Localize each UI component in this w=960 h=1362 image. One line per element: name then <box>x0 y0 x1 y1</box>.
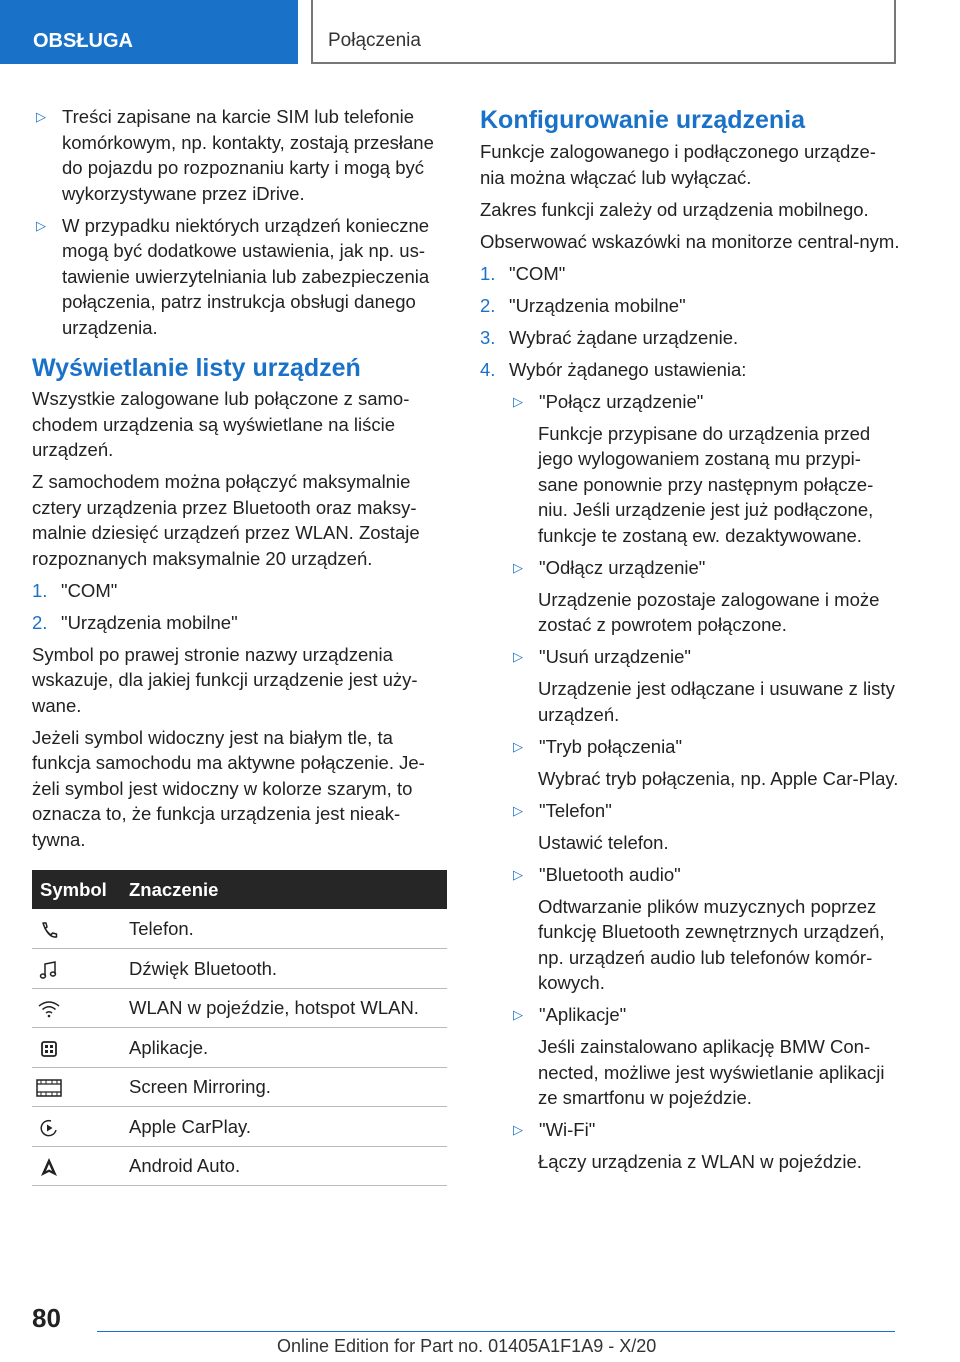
option-label: ▷ "Usuń urządzenie" <box>509 644 900 670</box>
triangle-bullet-icon: ▷ <box>513 738 523 754</box>
option-description: Łączy urządzenia z WLAN w pojeździe. <box>538 1151 862 1172</box>
paragraph: Obserwować wskazówki na monitorze central-nym. <box>480 230 900 252</box>
header-chapter-title: Połączenia <box>311 0 896 64</box>
triangle-bullet-icon: ▷ <box>36 109 46 124</box>
table-row: Android Auto. <box>32 1146 447 1186</box>
carplay-icon <box>36 1118 62 1138</box>
option-description: Wybrać tryb połączenia, np. Apple Car-Play. <box>538 767 899 789</box>
option-label: ▷ "Odłącz urządzenie" <box>509 555 900 581</box>
wifi-icon <box>36 999 62 1019</box>
table-row: Screen Mirroring. <box>32 1067 447 1107</box>
paragraph: Symbol po prawej stronie nazwy urządzenia wskazuje, dla jakiej funkcji urządzenie jest uży-wane. <box>32 643 418 716</box>
paragraph: Zakres funkcji zależy od urządzenia mobilnego. <box>480 198 869 220</box>
triangle-bullet-icon: ▷ <box>513 559 523 575</box>
option-label: ▷ "Tryb połączenia" <box>509 734 900 760</box>
triangle-bullet-icon: ▷ <box>513 866 523 882</box>
header-section-tab: OBSŁUGA <box>0 0 298 64</box>
table-header-symbol: Symbol <box>32 870 129 909</box>
page-number: 80 <box>32 1303 61 1333</box>
settings-options-list <box>509 389 900 1175</box>
numbered-step: 2. "Urządzenia mobilne" <box>32 611 238 633</box>
table-header-row <box>32 870 447 909</box>
numbered-step: 4. Wybór żądanego ustawienia: <box>480 358 747 380</box>
table-row: Apple CarPlay. <box>32 1107 447 1147</box>
triangle-bullet-icon: ▷ <box>513 649 523 664</box>
option-description: Ustawić telefon. <box>538 831 669 853</box>
phone-icon <box>36 920 62 940</box>
option-description: Urządzenie pozostaje zalogowane i może zostać z powrotem połączone. <box>538 588 880 635</box>
paragraph: Wszystkie zalogowane lub połączone z samo-chodem urządzenia są wyświetlane na liście urządzeń. <box>32 388 410 460</box>
numbered-step: 2. "Urządzenia mobilne" <box>480 294 686 316</box>
triangle-bullet-icon: ▷ <box>513 1122 523 1137</box>
numbered-step: 1. "COM" <box>32 579 118 601</box>
apps-icon <box>36 1039 62 1059</box>
bullet-item: ▷ W przypadku niektórych urządzeń konieczne mogą być dodatkowe ustawienia, jak np. us-tawienie uwierzytelniania lub zabezpieczenia połączenia, patrz instrukcja obsługi danego urządzenia. <box>36 214 430 338</box>
table-row: Telefon. <box>32 909 447 949</box>
option-label: ▷ "Bluetooth audio" <box>509 862 900 888</box>
paragraph: Funkcje zalogowanego i podłączonego urządze-nia można włączać lub wyłączać. <box>480 141 876 188</box>
right-column <box>480 104 900 1181</box>
option-label: ▷ "Połącz urządzenie" <box>509 389 900 415</box>
android-auto-icon <box>36 1157 62 1177</box>
option-description: Funkcje przypisane do urządzenia przed jego wylogowaniem zostaną mu przypi-sane ponownie przy następnym połącze-niu. Jeśli urządzenie jest już podłączone, funkcje te zostaną ew. dezaktywowane. <box>538 422 874 546</box>
table-row: Dźwięk Bluetooth. <box>32 949 447 989</box>
footer-edition: Online Edition for Part no. 01405A1F1A9 - X/20 <box>277 1336 657 1356</box>
footer-divider <box>97 1331 895 1332</box>
section-heading-device-list: Wyświetlanie listy urządzeń <box>32 354 361 382</box>
music-note-icon <box>36 960 62 980</box>
triangle-bullet-icon: ▷ <box>513 1007 523 1022</box>
symbol-table <box>32 870 447 1186</box>
triangle-bullet-icon: ▷ <box>513 393 523 409</box>
paragraph: Z samochodem można połączyć maksymalnie cztery urządzenia przez Bluetooth oraz maksy-malnie dziesięć urządzeń przez WLAN. Zostaje rozpoznanych maksymalnie 20 urządzeń. <box>32 471 420 569</box>
option-description: Urządzenie jest odłączane i usuwane z listy urządzeń. <box>538 678 895 725</box>
numbered-step: 3. Wybrać żądane urządzenie. <box>480 326 739 348</box>
option-label: ▷ "Aplikacje" <box>509 1002 900 1028</box>
paragraph: Jeżeli symbol widoczny jest na białym tle, ta funkcja samochodu ma aktywne połączenie. Je-żeli symbol jest widoczny w kolorze szarym, to oznacza to, że funkcja urządzenia jest nieak-tywna. <box>32 726 425 850</box>
option-description: Jeśli zainstalowano aplikację BMW Con-nected, możliwe jest wyświetlanie aplikacji ze smartfonu w pojeździe. <box>538 1036 885 1108</box>
section-heading-configure-device: Konfigurowanie urządzenia <box>480 106 806 134</box>
option-description: Odtwarzanie plików muzycznych poprzez funkcję Bluetooth zewnętrznych urządzeń, np. urządzeń audio lub telefonów komór-kowych. <box>538 895 885 993</box>
table-header-meaning: Znaczenie <box>129 870 447 909</box>
triangle-bullet-icon: ▷ <box>36 217 46 233</box>
bullet-item: ▷ Treści zapisane na karcie SIM lub telefonie komórkowym, np. kontakty, zostają przesłane do pojazdu po rozpoznaniu karty i mogą być wykorzystywane przez iDrive. <box>36 106 434 204</box>
table-row: WLAN w pojeździe, hotspot WLAN. <box>32 988 447 1028</box>
option-label: ▷ "Telefon" <box>509 798 900 824</box>
option-label: ▷ "Wi-Fi" <box>509 1117 900 1143</box>
numbered-step: 1. "COM" <box>480 262 566 284</box>
table-row: Aplikacje. <box>32 1028 447 1068</box>
triangle-bullet-icon: ▷ <box>513 802 523 818</box>
left-column <box>32 104 450 1186</box>
screen-mirroring-icon <box>36 1078 62 1098</box>
